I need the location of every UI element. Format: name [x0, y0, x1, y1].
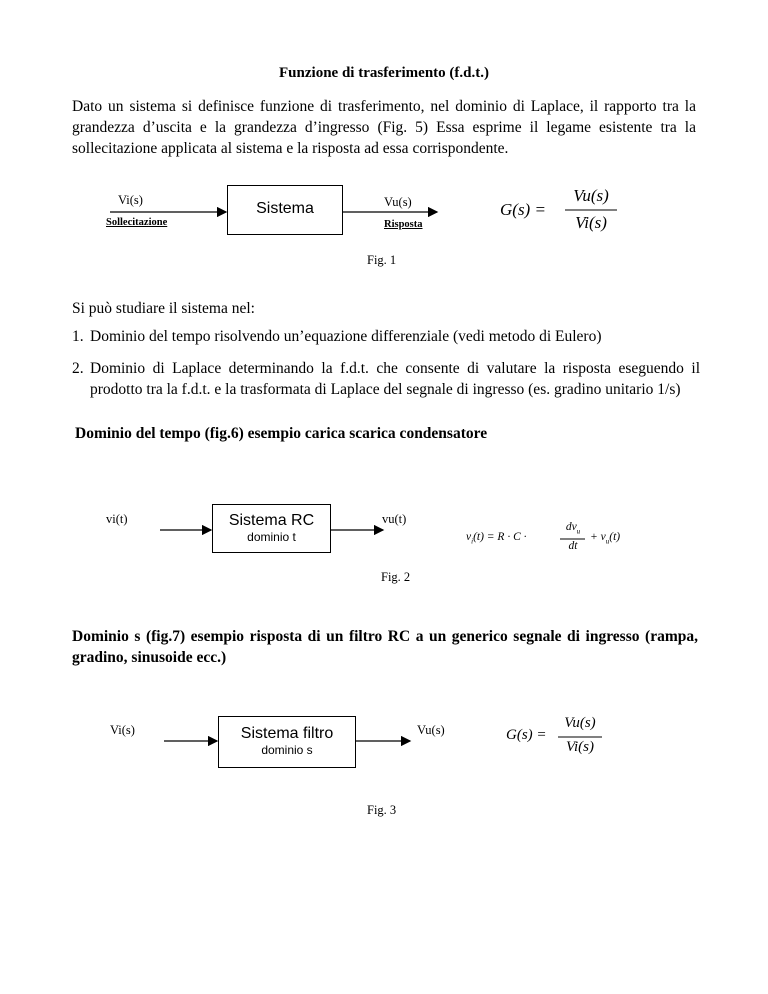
fig2-output-label: vu(t) [382, 512, 407, 526]
fig2-eq-numerator: $dv_u$ [565, 521, 581, 536]
list-item-text: Dominio del tempo risolvendo un’equazione differenziale (vedi metodo di Eulero) [90, 328, 602, 345]
fig3-output-label: Vu(s) [417, 723, 445, 737]
fig2-eq-rhs: + $v_u(t)$ [590, 531, 621, 546]
fig3-eq-numerator: Vu(s) [564, 715, 596, 731]
fig3-system-label: Sistema filtro [240, 725, 334, 742]
list-item [72, 358, 700, 400]
fig1-input-sublabel: Sollecitazione [106, 217, 168, 228]
study-intro: Si può studiare il sistema nel: [72, 300, 255, 317]
list-item [72, 326, 700, 347]
fig2-system-label: Sistema RC [228, 512, 315, 529]
fig2-eq-lhs: $v_i(t) = R \cdot C$ · [466, 531, 527, 546]
section-heading-time-domain: Dominio del tempo (fig.6) esempio carica scarica condensatore [75, 425, 488, 442]
fig2-eq-denominator: dt [568, 540, 578, 552]
fig2-caption: Fig. 2 [381, 570, 411, 584]
fig1-caption: Fig. 1 [367, 253, 397, 267]
fig2-input-label: vi(t) [106, 512, 128, 526]
intro-paragraph: Dato un sistema si definisce funzione di trasferimento, nel dominio di Laplace, il rapporto tra la grandezza d’uscita e la grandezza d’ingresso (Fig. 5) Essa esprime il legame esistente tra la sollecitazione applicata al sistema e la risposta ad essa corrispondente. [72, 98, 696, 157]
fig3-caption: Fig. 3 [367, 803, 397, 817]
list-item-text: Dominio di Laplace determinando la f.d.t. che consente di valutare la risposta eseguendo il prodotto tra la f.d.t. e la trasformata di Laplace del segnale di ingresso (es. gradino unitario 1/s) [90, 360, 700, 398]
page-title: Funzione di trasferimento (f.d.t.) [279, 65, 489, 81]
fig1-eq-denominator: Vi(s) [575, 213, 607, 232]
fig1-system-box [227, 185, 343, 235]
fig3-system-sublabel: dominio s [261, 743, 313, 757]
list-item-number: 1. [72, 328, 84, 345]
fig3-input-label: Vi(s) [110, 723, 135, 737]
fig2-system-box [212, 504, 331, 553]
fig2-system-sublabel: dominio t [247, 530, 296, 544]
fig1-output-sublabel: Risposta [384, 219, 423, 230]
fig3-eq-lhs: G(s) = [506, 727, 547, 743]
section-heading-s-domain: Dominio s (fig.7) esempio risposta di un filtro RC a un generico segnale di ingresso (rampa, gradino, sinusoide ecc.) [72, 628, 698, 666]
fig1-input-label: Vi(s) [118, 193, 143, 207]
fig1-output-label: Vu(s) [384, 195, 412, 209]
list-item-number: 2. [72, 360, 84, 377]
fig3-system-box [218, 716, 356, 768]
fig1-eq-lhs: G(s) = [500, 200, 546, 219]
fig1-eq-numerator: Vu(s) [573, 186, 609, 205]
fig1-system-label: Sistema [256, 200, 314, 217]
fig3-eq-denominator: Vi(s) [565, 739, 595, 755]
study-list [72, 326, 700, 426]
